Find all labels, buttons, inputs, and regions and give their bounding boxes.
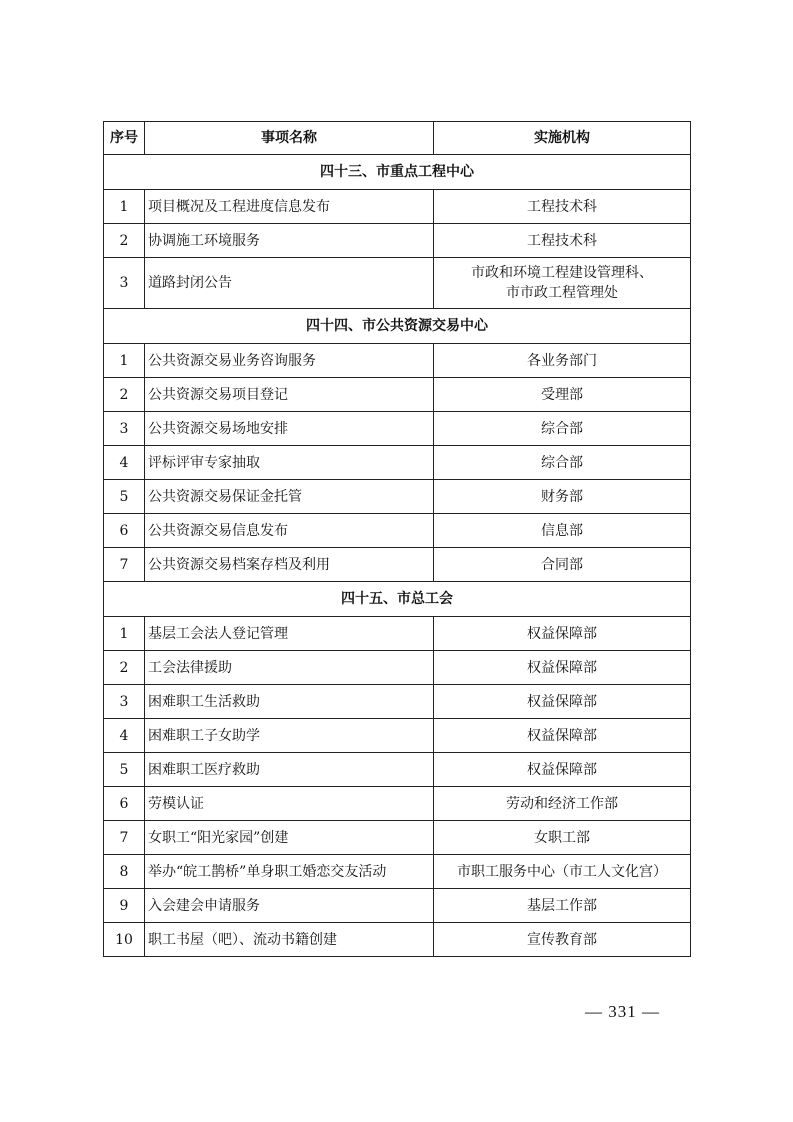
row-number: 1: [104, 190, 145, 224]
row-item-name: 道路封闭公告: [145, 258, 434, 309]
header-name: 事项名称: [145, 122, 434, 155]
row-item-name: 工会法律援助: [145, 651, 434, 685]
row-organization: 权益保障部: [434, 651, 691, 685]
row-organization: 劳动和经济工作部: [434, 787, 691, 821]
row-number: 6: [104, 514, 145, 548]
table-row: [104, 651, 691, 685]
table-row: [104, 855, 691, 889]
row-item-name: 困难职工医疗救助: [145, 753, 434, 787]
row-item-name: 基层工会法人登记管理: [145, 617, 434, 651]
table-row: [104, 617, 691, 651]
row-number: 3: [104, 412, 145, 446]
table-row: [104, 753, 691, 787]
row-number: 4: [104, 446, 145, 480]
table-row: [104, 446, 691, 480]
row-organization: 信息部: [434, 514, 691, 548]
table-row: [104, 224, 691, 258]
row-number: 7: [104, 821, 145, 855]
row-organization: 综合部: [434, 446, 691, 480]
row-organization: 权益保障部: [434, 685, 691, 719]
row-number: 3: [104, 258, 145, 309]
table-header-row: [104, 122, 691, 155]
header-org: 实施机构: [434, 122, 691, 155]
header-num: 序号: [104, 122, 145, 155]
table-row: [104, 923, 691, 957]
table-row: [104, 258, 691, 309]
section-title: 四十三、市重点工程中心: [104, 155, 691, 190]
table-row: [104, 190, 691, 224]
row-organization: 权益保障部: [434, 753, 691, 787]
row-organization: 工程技术科: [434, 224, 691, 258]
row-organization: 权益保障部: [434, 617, 691, 651]
section-header-row: [104, 582, 691, 617]
row-number: 1: [104, 344, 145, 378]
row-number: 7: [104, 548, 145, 582]
row-number: 2: [104, 224, 145, 258]
table-row: [104, 548, 691, 582]
row-item-name: 劳模认证: [145, 787, 434, 821]
row-organization: 合同部: [434, 548, 691, 582]
row-item-name: 公共资源交易场地安排: [145, 412, 434, 446]
row-item-name: 举办“皖工鹊桥”单身职工婚恋交友活动: [145, 855, 434, 889]
table-row: [104, 787, 691, 821]
section-header-row: [104, 155, 691, 190]
row-number: 6: [104, 787, 145, 821]
table-row: [104, 685, 691, 719]
table-row: [104, 480, 691, 514]
row-item-name: 公共资源交易项目登记: [145, 378, 434, 412]
row-organization: 财务部: [434, 480, 691, 514]
row-number: 9: [104, 889, 145, 923]
row-organization: 权益保障部: [434, 719, 691, 753]
row-item-name: 入会建会申请服务: [145, 889, 434, 923]
row-organization: 宣传教育部: [434, 923, 691, 957]
table-row: [104, 514, 691, 548]
row-organization: 综合部: [434, 412, 691, 446]
row-organization: 市职工服务中心（市工人文化宫）: [434, 855, 691, 889]
row-item-name: 职工书屋（吧）、流动书籍创建: [145, 923, 434, 957]
table-row: [104, 889, 691, 923]
row-item-name: 公共资源交易档案存档及利用: [145, 548, 434, 582]
row-item-name: 困难职工子女助学: [145, 719, 434, 753]
row-organization: 工程技术科: [434, 190, 691, 224]
row-item-name: 女职工“阳光家园”创建: [145, 821, 434, 855]
row-number: 3: [104, 685, 145, 719]
row-item-name: 公共资源交易保证金托管: [145, 480, 434, 514]
row-number: 4: [104, 719, 145, 753]
row-item-name: 公共资源交易信息发布: [145, 514, 434, 548]
row-item-name: 困难职工生活救助: [145, 685, 434, 719]
row-number: 10: [104, 923, 145, 957]
row-number: 2: [104, 378, 145, 412]
section-header-row: [104, 309, 691, 344]
page-number: — 331 —: [585, 1002, 660, 1021]
row-organization: 基层工作部: [434, 889, 691, 923]
row-item-name: 项目概况及工程进度信息发布: [145, 190, 434, 224]
service-table: [103, 121, 691, 957]
table-row: [104, 821, 691, 855]
row-number: 8: [104, 855, 145, 889]
row-number: 5: [104, 753, 145, 787]
section-title: 四十四、市公共资源交易中心: [104, 309, 691, 344]
table-row: [104, 378, 691, 412]
row-organization: 受理部: [434, 378, 691, 412]
row-number: 5: [104, 480, 145, 514]
row-organization: 各业务部门: [434, 344, 691, 378]
row-item-name: 公共资源交易业务咨询服务: [145, 344, 434, 378]
row-organization: 市政和环境工程建设管理科、 市市政工程管理处: [434, 258, 691, 309]
table-row: [104, 719, 691, 753]
row-number: 1: [104, 617, 145, 651]
row-organization: 女职工部: [434, 821, 691, 855]
table-row: [104, 412, 691, 446]
row-item-name: 协调施工环境服务: [145, 224, 434, 258]
table-body: [104, 155, 691, 957]
section-title: 四十五、市总工会: [104, 582, 691, 617]
row-item-name: 评标评审专家抽取: [145, 446, 434, 480]
table-row: [104, 344, 691, 378]
row-number: 2: [104, 651, 145, 685]
